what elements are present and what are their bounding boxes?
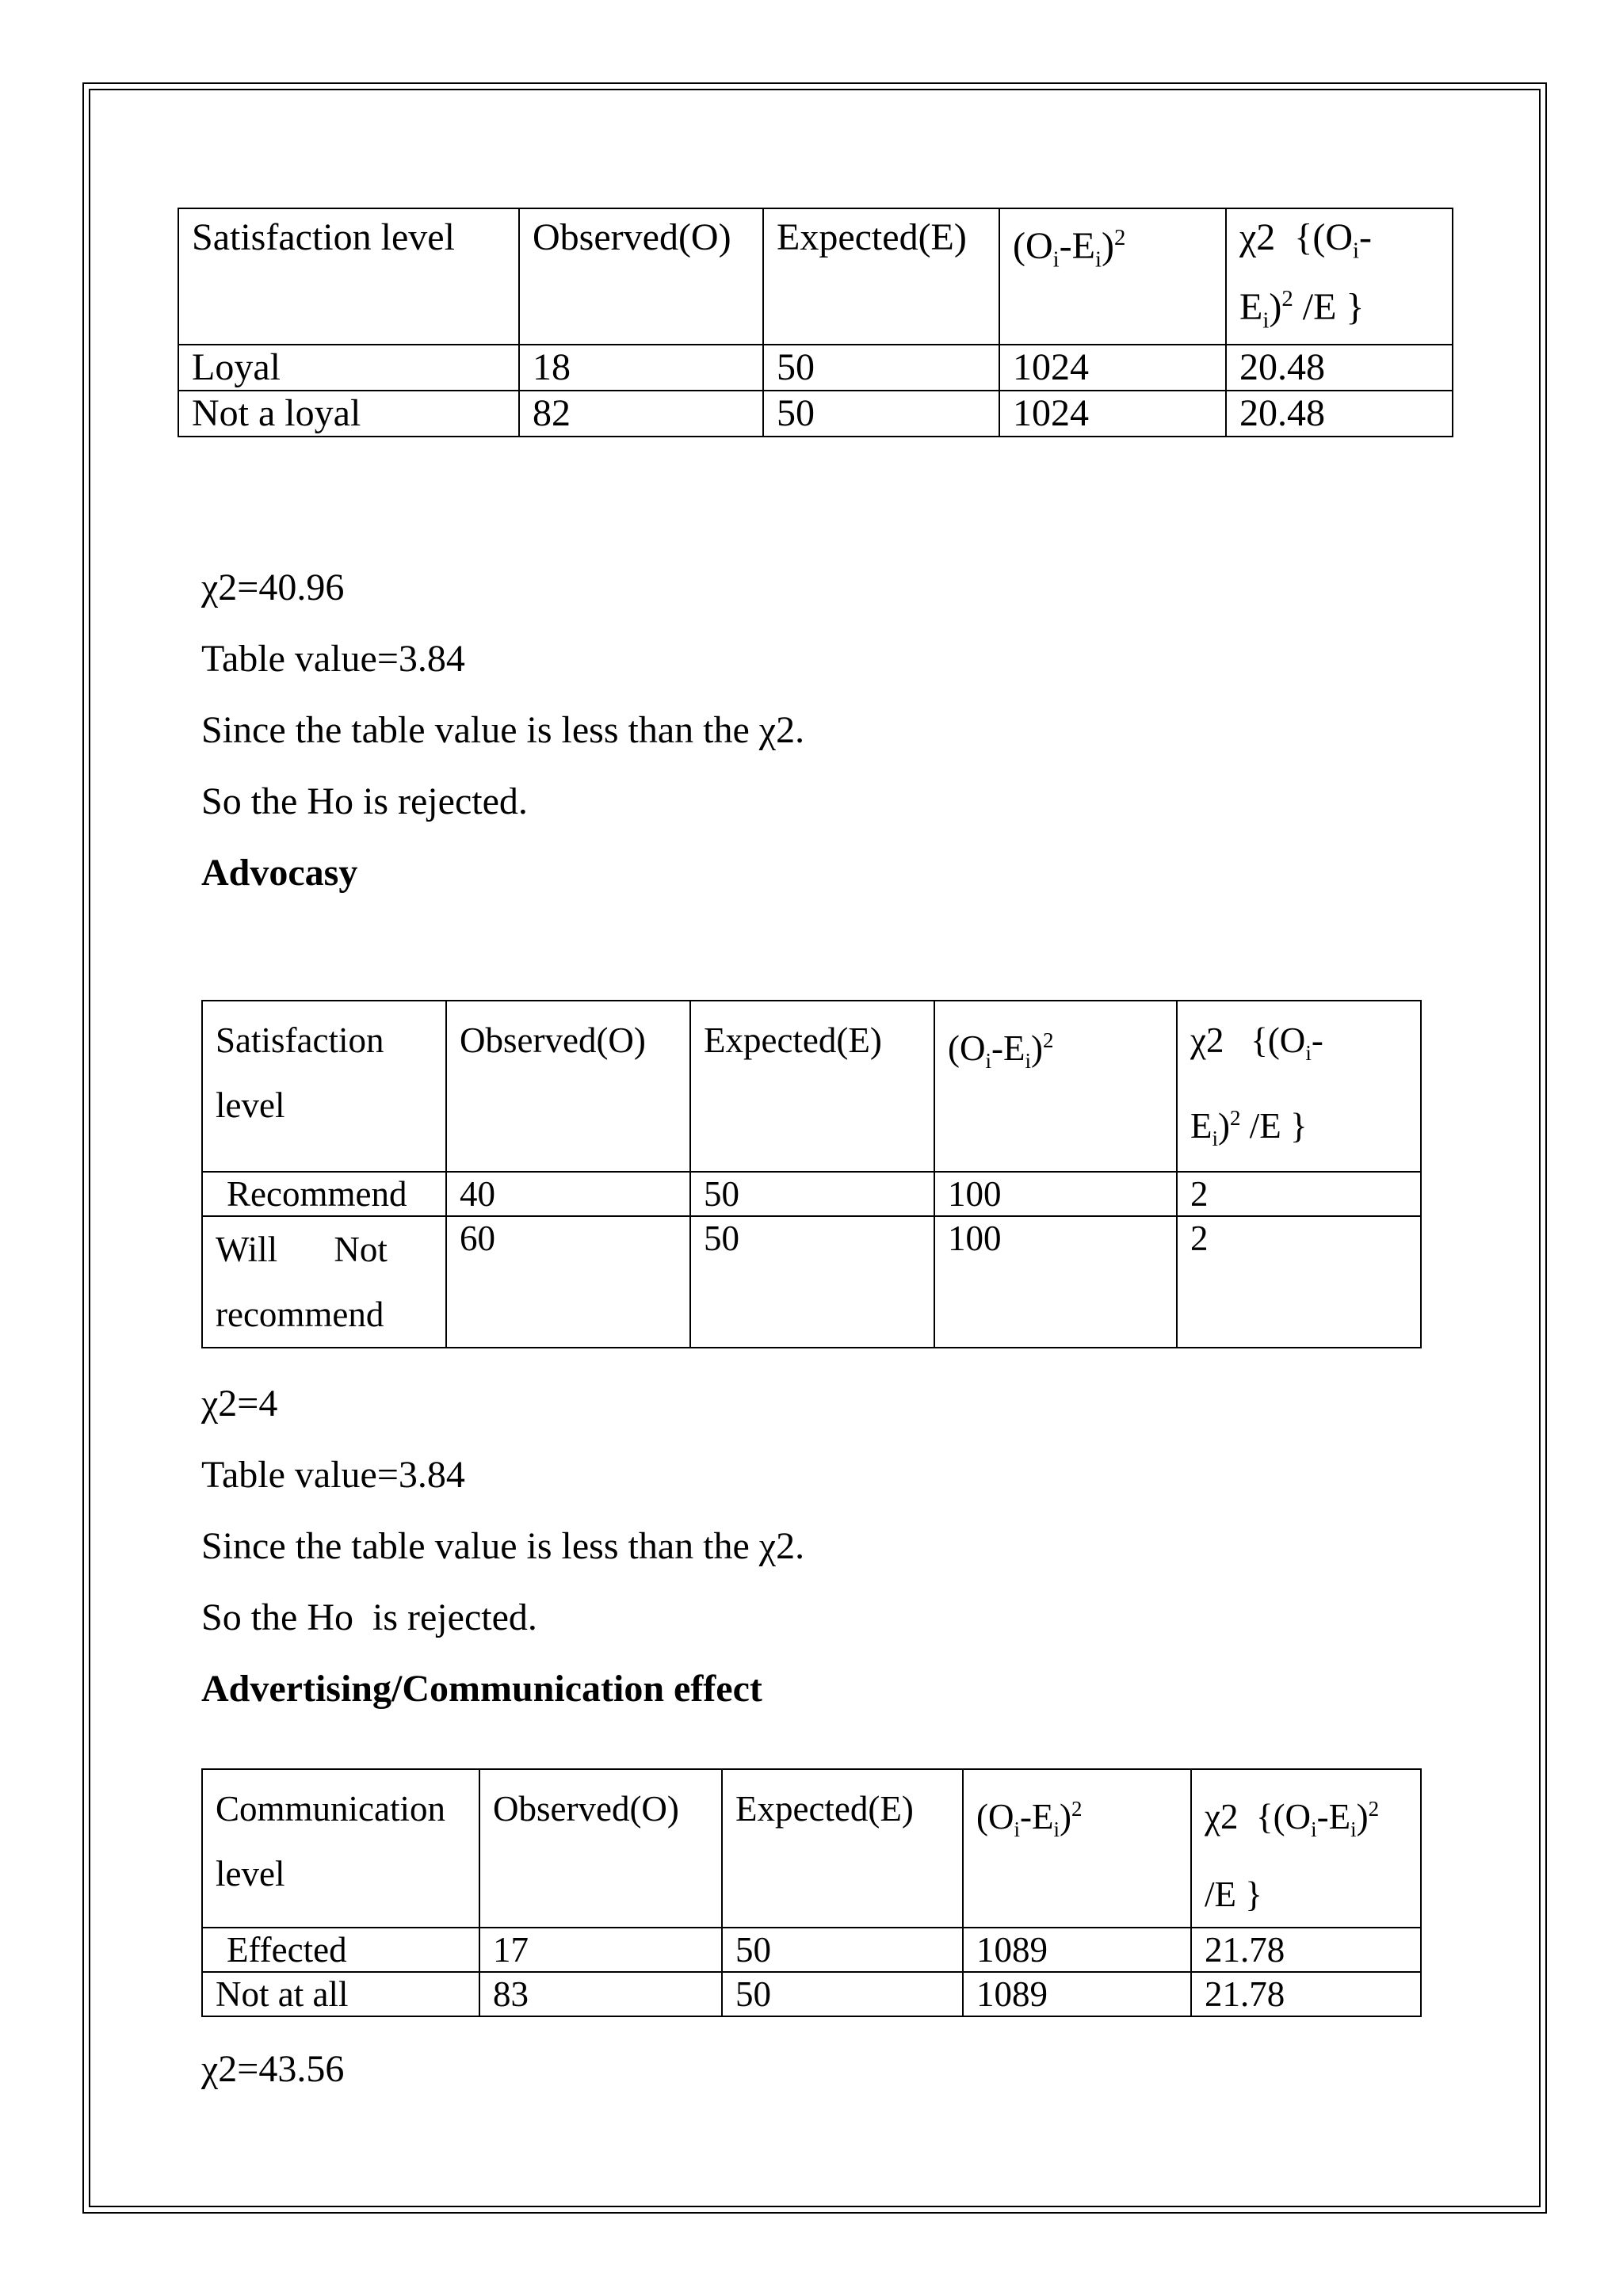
- cell-observed: 18: [519, 345, 763, 391]
- table-row: [178, 345, 1453, 391]
- cell-observed: 82: [519, 391, 763, 437]
- header-expected: Expected(E): [722, 1769, 963, 1928]
- header-squared-difference: $(O_i-E_i)^2$: [963, 1769, 1191, 1928]
- cell-expected: 50: [763, 345, 999, 391]
- table-header-row: [202, 1769, 1421, 1928]
- table-row: [202, 1972, 1421, 2016]
- cell-chi-square: 20.48: [1226, 391, 1453, 437]
- cell-label: Not a loyal: [178, 391, 519, 437]
- cell-observed: 40: [446, 1172, 690, 1216]
- header-observed: Observed(O): [446, 1001, 690, 1172]
- comparison-statement-1: Since the table value is less than the χ2.: [201, 709, 805, 751]
- cell-expected: 50: [690, 1216, 934, 1348]
- cell-expected: 50: [722, 1928, 963, 1972]
- header-satisfaction-level: Satisfaction level: [178, 208, 519, 345]
- cell-squared-difference: 1024: [999, 345, 1226, 391]
- conclusion-2: So the Ho is rejected.: [201, 1596, 537, 1638]
- header-squared-difference: $(O_i-E_i)^2$: [999, 208, 1226, 345]
- header-chi-square: χ2 {($O_i-$ $E_i)^2$ /E }: [1226, 208, 1453, 345]
- cell-observed: 17: [479, 1928, 722, 1972]
- header-squared-difference: $(O_i-E_i)^2$: [934, 1001, 1177, 1172]
- table-row: [202, 1172, 1421, 1216]
- cell-expected: 50: [763, 391, 999, 437]
- table-header-row: [178, 208, 1453, 345]
- chi-result-2: χ2=4: [201, 1383, 278, 1425]
- section-heading-advocasy: Advocasy: [201, 852, 358, 894]
- table-header-row: [202, 1001, 1421, 1172]
- cell-label: Effected: [202, 1928, 479, 1972]
- header-observed: Observed(O): [479, 1769, 722, 1928]
- cell-chi-square: 20.48: [1226, 345, 1453, 391]
- comparison-statement-2: Since the table value is less than the χ2.: [201, 1525, 805, 1567]
- cell-chi-square: 21.78: [1191, 1972, 1421, 2016]
- cell-chi-square: 21.78: [1191, 1928, 1421, 1972]
- header-satisfaction-level: Satisfaction level: [202, 1001, 446, 1172]
- table-row: [178, 391, 1453, 437]
- table-row: [202, 1928, 1421, 1972]
- table-value-2: Table value=3.84: [201, 1454, 465, 1496]
- cell-observed: 60: [446, 1216, 690, 1348]
- header-observed: Observed(O): [519, 208, 763, 345]
- section-heading-advertising: Advertising/Communication effect: [201, 1668, 762, 1710]
- header-chi-square: χ2 {($O_i-$ $E_i)^2$ /E }: [1177, 1001, 1421, 1172]
- chi-result-3: χ2=43.56: [201, 2048, 345, 2090]
- cell-label: Recommend: [202, 1172, 446, 1216]
- advocasy-chi-square-table: [201, 1000, 1422, 1348]
- cell-chi-square: 2: [1177, 1172, 1421, 1216]
- header-communication-level: Communication level: [202, 1769, 479, 1928]
- cell-label: Loyal: [178, 345, 519, 391]
- header-chi-square: χ2 {$(O_i-E_i)^2$ /E }: [1191, 1769, 1421, 1928]
- header-expected: Expected(E): [690, 1001, 934, 1172]
- cell-squared-difference: 1089: [963, 1928, 1191, 1972]
- loyalty-chi-square-table: [178, 208, 1453, 437]
- cell-squared-difference: 1089: [963, 1972, 1191, 2016]
- header-expected: Expected(E): [763, 208, 999, 345]
- communication-chi-square-table: [201, 1768, 1422, 2017]
- cell-squared-difference: 1024: [999, 391, 1226, 437]
- table-row: [202, 1216, 1421, 1348]
- cell-observed: 83: [479, 1972, 722, 2016]
- cell-expected: 50: [722, 1972, 963, 2016]
- cell-squared-difference: 100: [934, 1216, 1177, 1348]
- cell-squared-difference: 100: [934, 1172, 1177, 1216]
- cell-label: Not at all: [202, 1972, 479, 2016]
- conclusion-1: So the Ho is rejected.: [201, 780, 528, 822]
- cell-chi-square: 2: [1177, 1216, 1421, 1348]
- cell-label: Will Not recommend: [202, 1216, 446, 1348]
- chi-result-1: χ2=40.96: [201, 566, 345, 608]
- cell-expected: 50: [690, 1172, 934, 1216]
- table-value-1: Table value=3.84: [201, 638, 465, 680]
